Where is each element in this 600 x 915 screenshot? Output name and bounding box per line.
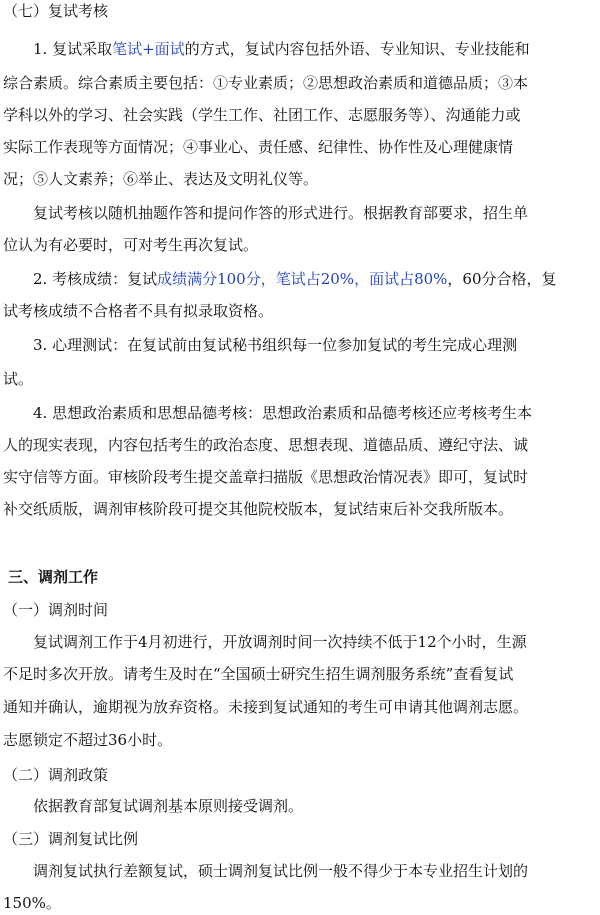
section-heading: （七）复试考核	[3, 2, 109, 20]
text-run: 1. 复试采取	[33, 40, 113, 58]
paragraph-line: 综合素质。综合素质主要包括：①专业素质；②思想政治素质和道德品质；③本	[3, 74, 529, 92]
paragraph-line: 3. 心理测试：在复试前由复试秘书组织每一位参加复试的考生完成心理测	[33, 336, 518, 354]
paragraph-line: 150%。	[3, 894, 61, 912]
paragraph-line: 补交纸质版，调剂审核阶段可提交其他院校版本，复试结束后补交我所版本。	[3, 500, 514, 518]
paragraph-line: 试考核成绩不合格者不具有拟录取资格。	[3, 302, 274, 320]
subsection-heading: （三）调剂复试比例	[3, 830, 139, 848]
paragraph-line: 依据教育部复试调剂基本原则接受调剂。	[33, 797, 304, 815]
paragraph-line: 4. 思想政治素质和思想品德考核：思想政治素质和品德考核还应考核考生本	[33, 404, 533, 422]
paragraph-line: 实际工作表现等方面情况；④事业心、责任感、纪律性、协作性及心理健康情	[3, 138, 514, 156]
text-run: ，60分合格，复	[447, 270, 557, 288]
paragraph-line	[33, 39, 600, 59]
paragraph-line: 复试考核以随机抽题作答和提问作答的形式进行。根据教育部要求，招生单	[33, 204, 529, 222]
paragraph-line: 调剂复试执行差额复试，硕士调剂复试比例一般不得少于本专业招生计划的	[33, 862, 529, 880]
paragraph-line: 不足时多次开放。请考生及时在“全国硕士研究生招生调剂服务系统”查看复试	[3, 665, 514, 683]
text-run: 的方式，复试内容包括外语、专业知识、专业技能和	[184, 40, 530, 58]
section-heading: 三、调剂工作	[8, 568, 99, 586]
text-run: 2. 考核成绩：复试	[33, 270, 158, 288]
paragraph-line: 学科以外的学习、社会实践（学生工作、社团工作、志愿服务等）、沟通能力或	[3, 106, 521, 124]
paragraph-line: 志愿锁定不超过36小时。	[3, 731, 173, 749]
subsection-heading: （一）调剂时间	[3, 601, 109, 619]
paragraph-line: 通知并确认，逾期视为放弃资格。未接到复试通知的考生可申请其他调剂志愿。	[3, 698, 529, 716]
paragraph-line: 位认为有必要时，可对考生再次复试。	[3, 236, 259, 254]
highlight-text: 笔试+面试	[112, 40, 185, 58]
subsection-heading: （二）调剂政策	[3, 766, 109, 784]
paragraph-line	[33, 269, 600, 289]
paragraph-line: 实守信等方面。审核阶段考生提交盖章扫描版《思想政治情况表》即可，复试时	[3, 468, 529, 486]
paragraph-line: 试。	[3, 370, 34, 388]
paragraph-line: 人的现实表现，内容包括考生的政治态度、思想表现、道德品质、遵纪守法、诚	[3, 436, 529, 454]
paragraph-line: 况；⑤人文素养；⑥举止、表达及文明礼仪等。	[3, 170, 319, 188]
paragraph-line: 复试调剂工作于4月初进行，开放调剂时间一次持续不低于12个小时，生源	[33, 633, 527, 651]
highlight-text: 成绩满分100分，笔试占20%，面试占80%	[157, 270, 448, 288]
